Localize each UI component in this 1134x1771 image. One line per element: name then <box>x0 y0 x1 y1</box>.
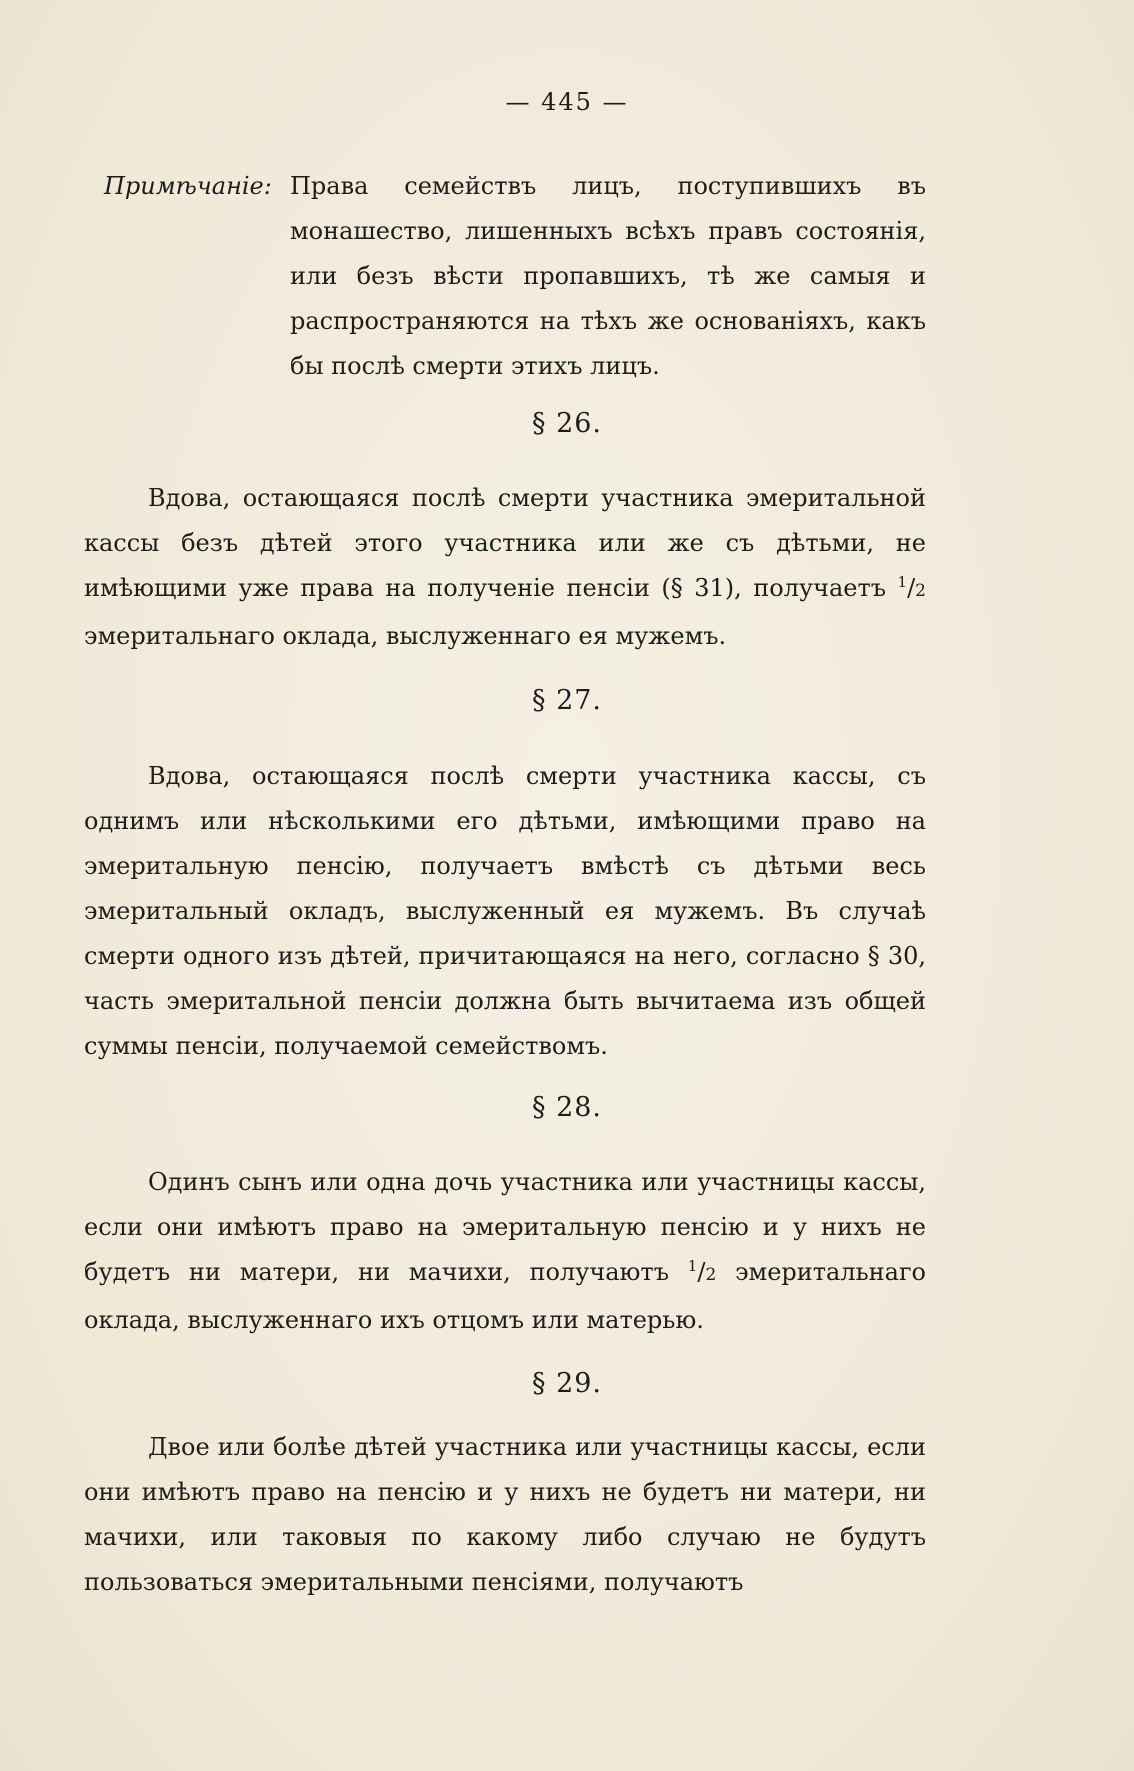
paragraph-text: эмеритальнаго оклада, выслуженнаго ихъ отцомъ или матерью. <box>84 1258 926 1334</box>
fraction-one-half: $^1$/2 <box>897 573 926 602</box>
fraction-denominator: 2 <box>705 1265 717 1285</box>
section-body-26 <box>84 476 926 659</box>
section-heading-26: § 26. <box>531 408 603 439</box>
note-label: Примѣчаніе: <box>104 172 272 200</box>
paragraph-text: Одинъ сынъ или одна дочь участника или участницы кассы, если они имѣютъ право на эмеритальную пенсію и у нихъ не будетъ ни матери, ни мачихи, получаютъ <box>84 1168 926 1286</box>
paragraph-text: эмеритальнаго оклада, выслуженнаго ея мужемъ. <box>84 622 727 650</box>
section-heading-27: § 27. <box>531 685 603 716</box>
page-number: — 445 — <box>505 88 629 116</box>
section-body-27 <box>84 754 926 1069</box>
fraction-numerator: 1 <box>687 1257 698 1275</box>
paragraph-29: Двое или болѣе дѣтей участника или участницы кассы, если они имѣютъ право на пенсію и у нихъ не будетъ ни матери, ни мачихи, или таковыя по какому либо случаю не будутъ пользоваться эмеритальными пенсіями, получаютъ <box>84 1433 926 1596</box>
section-heading-29: § 29. <box>531 1368 603 1399</box>
fraction-numerator: 1 <box>897 573 908 591</box>
section-body-28 <box>84 1160 926 1343</box>
section-heading-28: § 28. <box>531 1092 603 1123</box>
section-body-29 <box>84 1425 926 1605</box>
note-block <box>84 164 926 389</box>
paragraph-text: Вдова, остающаяся послѣ смерти участника эмеритальной кассы безъ дѣтей этого участника или же съ дѣтьми, не имѣющими уже права на полученіе пенсіи (§ 31), получаетъ <box>84 484 926 602</box>
fraction-one-half: $^1$/2 <box>687 1257 717 1286</box>
paragraph-27: Вдова, остающаяся послѣ смерти участника кассы, съ однимъ или нѣсколькими его дѣтьми, имѣющими право на эмеритальную пенсію, получаетъ вмѣстѣ съ дѣтьми весь эмеритальный окладъ, выслуженный ея мужемъ. Въ случаѣ смерти одного изъ дѣтей, причитающаяся на него, согласно § 30, часть эмеритальной пенсіи должна быть вычитаема изъ общей суммы пенсіи, получаемой семействомъ. <box>84 762 926 1060</box>
note-text: Права семействъ лицъ, поступившихъ въ монашество, лишенныхъ всѣхъ правъ состоянія, или безъ вѣсти пропавшихъ, тѣ же самыя и распространяются на тѣхъ же основаніяхъ, какъ бы послѣ смерти этихъ лицъ. <box>290 172 926 380</box>
fraction-denominator: 2 <box>915 581 926 601</box>
paragraph-28 <box>84 1160 926 1343</box>
paragraph-26 <box>84 476 926 659</box>
